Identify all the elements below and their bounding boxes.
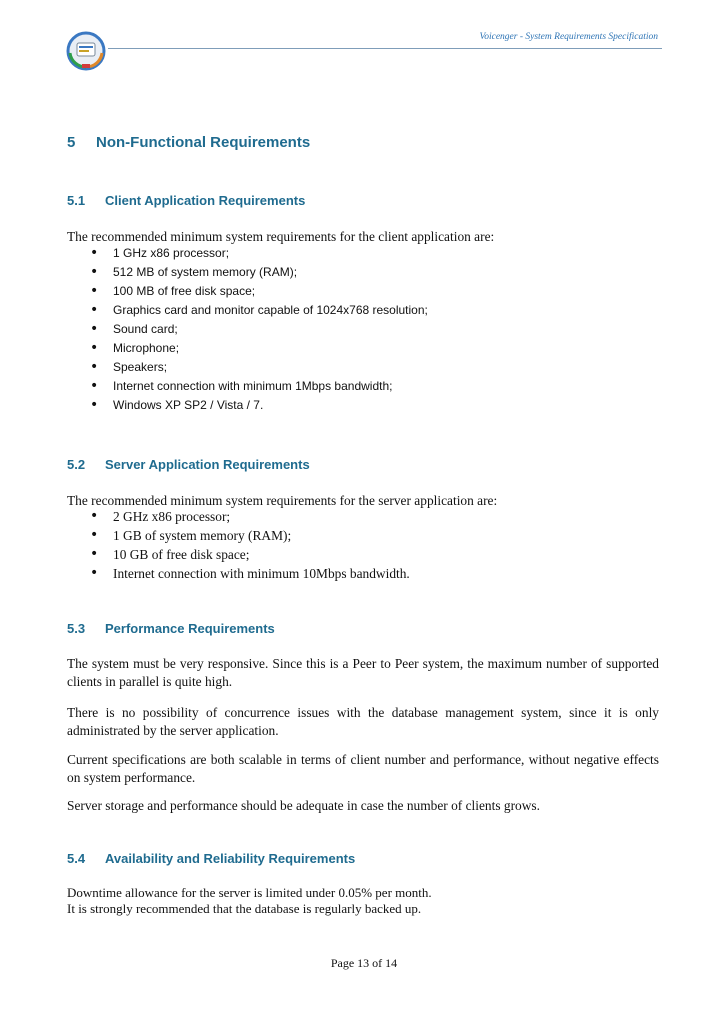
performance-paragraph: Current specifications are both scalable in terms of client number and performance, without negative effects on system performance.: [67, 752, 659, 785]
list-item: • 2 GHz x86 processor;: [67, 507, 659, 526]
section-title: Non-Functional Requirements: [96, 134, 311, 151]
list-item: • 10 GB of free disk space;: [67, 545, 659, 564]
availability-line: Downtime allowance for the server is limited under 0.05% per month.: [67, 885, 432, 900]
section-title: Client Application Requirements: [105, 193, 306, 208]
performance-paragraph: The system must be very responsive. Since this is a Peer to Peer system, the maximum number of supported clients in parallel is quite high.: [67, 656, 659, 689]
client-requirements-list: [67, 244, 659, 415]
section-5-3-heading: [67, 621, 275, 636]
performance-paragraph: There is no possibility of concurrence issues with the database management system, since it is only administrated by the server application.: [67, 705, 659, 738]
list-item: • 1 GB of system memory (RAM);: [67, 526, 659, 545]
section-title: Availability and Reliability Requirements: [105, 851, 356, 866]
list-item: • 1 GHz x86 processor;: [67, 244, 659, 263]
section-number: 5.4: [67, 851, 86, 866]
server-requirements-list: [67, 507, 659, 583]
list-item: • 512 MB of system memory (RAM);: [67, 263, 659, 282]
client-requirements-intro: The recommended minimum system requirements for the client application are:: [67, 229, 495, 244]
list-item: • Internet connection with minimum 10Mbps bandwidth.: [67, 564, 659, 583]
list-item: • Sound card;: [67, 320, 659, 339]
section-title: Performance Requirements: [105, 621, 275, 636]
section-number: 5.1: [67, 193, 86, 208]
voicenger-logo: [66, 31, 106, 71]
list-item: • Graphics card and monitor capable of 1024x768 resolution;: [67, 301, 659, 320]
page-number: Page 13 of 14: [330, 956, 398, 970]
list-item: • Speakers;: [67, 358, 659, 377]
availability-line: It is strongly recommended that the database is regularly backed up.: [67, 901, 422, 916]
section-5-heading: [67, 134, 310, 151]
section-5-1-heading: [67, 193, 305, 208]
list-item: • Windows XP SP2 / Vista / 7.: [67, 396, 659, 415]
section-5-4-heading: [67, 851, 355, 866]
document-header-title: Voicenger - System Requirements Specification: [479, 32, 658, 42]
server-requirements-intro: The recommended minimum system requirements for the server application are:: [67, 493, 498, 508]
header-divider: [108, 48, 662, 49]
performance-paragraph: Server storage and performance should be adequate in case the number of clients grows.: [67, 798, 540, 813]
section-title: Server Application Requirements: [105, 457, 310, 472]
list-item: • Microphone;: [67, 339, 659, 358]
list-item: • 100 MB of free disk space;: [67, 282, 659, 301]
section-number: 5: [67, 134, 76, 151]
section-5-2-heading: [67, 457, 310, 472]
list-item: • Internet connection with minimum 1Mbps bandwidth;: [67, 377, 659, 396]
section-number: 5.3: [67, 621, 86, 636]
section-number: 5.2: [67, 457, 86, 472]
